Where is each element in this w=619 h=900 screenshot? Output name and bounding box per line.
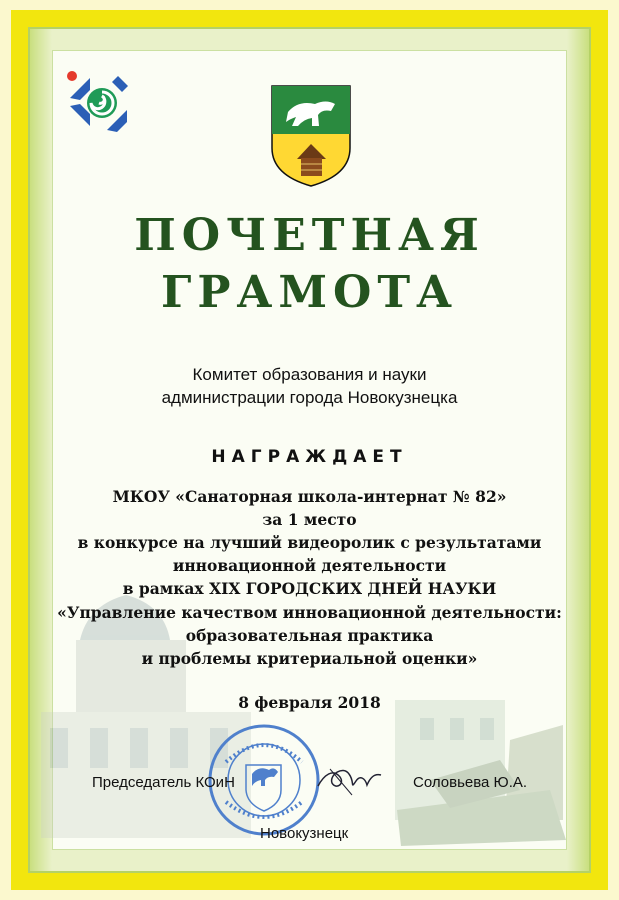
- recipient-line: МКОУ «Санаторная школа-интернат № 82»: [112, 487, 507, 506]
- committee-line: администрации города Новокузнецка: [161, 388, 458, 407]
- institute-logo: [62, 68, 137, 143]
- place-line: за 1 место: [262, 510, 357, 529]
- contest-line: в конкурсе на лучший видеоролик с результатами: [77, 533, 542, 552]
- signature: [312, 755, 388, 800]
- event-theme-line: и проблемы критериальной оценки»: [141, 649, 478, 668]
- city-name: Новокузнецк: [260, 825, 349, 842]
- award-date: 8 февраля 2018: [238, 693, 381, 712]
- event-line: в рамках XIX ГОРОДСКИХ ДНЕЙ НАУКИ: [122, 579, 497, 598]
- event-theme-line: образовательная практика: [185, 626, 434, 645]
- novokuznetsk-coat-of-arms: [270, 84, 352, 188]
- signatory-position: Председатель КОиН: [92, 774, 235, 791]
- committee-line: Комитет образования и науки: [192, 365, 427, 384]
- contest-line: инновационной деятельности: [172, 556, 447, 575]
- signatory-name: Соловьева Ю.А.: [413, 774, 528, 791]
- certificate-title-second-line: ГРАМОТА: [161, 267, 458, 318]
- certificate-title: ПОЧЕТНАЯ: [134, 210, 485, 261]
- award-verb: НАГРАЖДАЕТ: [211, 447, 408, 467]
- event-theme-line: «Управление качеством инновационной деятельности:: [57, 603, 562, 622]
